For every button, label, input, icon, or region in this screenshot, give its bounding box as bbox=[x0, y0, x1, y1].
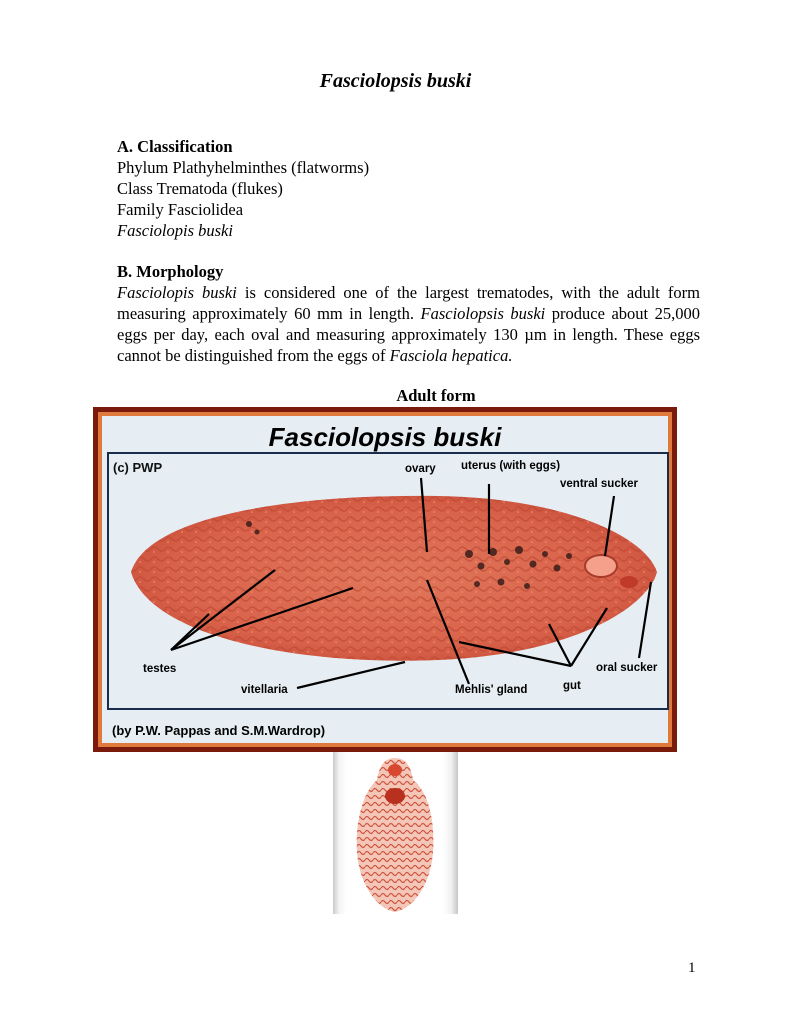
classification-class: Class Trematoda (flukes) bbox=[117, 179, 283, 198]
species-name: Fasciolopis buski bbox=[117, 283, 237, 302]
figure-caption: Adult form bbox=[396, 386, 476, 405]
oral-sucker bbox=[620, 576, 638, 588]
fluke-diagram bbox=[109, 454, 667, 708]
label-vitellaria: vitellaria bbox=[241, 684, 288, 696]
label-oral-sucker: oral sucker bbox=[596, 662, 658, 674]
classification-family: Family Fasciolidea bbox=[117, 200, 244, 219]
specimen-image bbox=[333, 752, 458, 914]
morphology-section bbox=[117, 261, 700, 366]
figure-credit: (by P.W. Pappas and S.M.Wardrop) bbox=[112, 723, 326, 738]
figure-background bbox=[102, 416, 668, 743]
label-mehlis-gland: Mehlis' gland bbox=[455, 684, 528, 696]
figure-title: Fasciolopsis buski bbox=[268, 422, 502, 452]
label-ovary: ovary bbox=[405, 463, 436, 475]
classification-heading: A. Classification bbox=[117, 137, 233, 156]
fluke-diagram-panel bbox=[107, 452, 669, 710]
classification-species: Fasciolopis buski bbox=[117, 221, 233, 240]
label-gut: gut bbox=[563, 680, 581, 692]
label-ventral-sucker: ventral sucker bbox=[560, 478, 638, 490]
label-uterus: uterus (with eggs) bbox=[461, 460, 561, 472]
copyright-label: (c) PWP bbox=[113, 460, 163, 475]
paragraph-text: is considered one of the largest trematodes, with the adult form measuring approximately 60 mm in length. bbox=[117, 283, 700, 323]
ventral-sucker bbox=[585, 555, 617, 577]
species-name: Fasciolopsis buski bbox=[420, 304, 546, 323]
label-testes: testes bbox=[143, 663, 177, 675]
classification-section bbox=[117, 136, 700, 241]
morphology-heading: B. Morphology bbox=[117, 262, 224, 281]
page-number: 1 bbox=[688, 960, 696, 976]
classification-phylum: Phylum Plathyhelminthes (flatworms) bbox=[117, 158, 370, 177]
adult-form-figure bbox=[93, 407, 677, 752]
paragraph-text: produce about 25,000 eggs per day, each oval and measuring approximately 130 µm in length. These eggs cannot be distinguished from the eggs of bbox=[117, 304, 700, 365]
document-title: Fasciolopsis buski bbox=[319, 70, 472, 92]
specimen-photo bbox=[333, 752, 458, 914]
species-name: Fasciola hepatica. bbox=[389, 346, 513, 365]
morphology-paragraph bbox=[117, 282, 700, 366]
